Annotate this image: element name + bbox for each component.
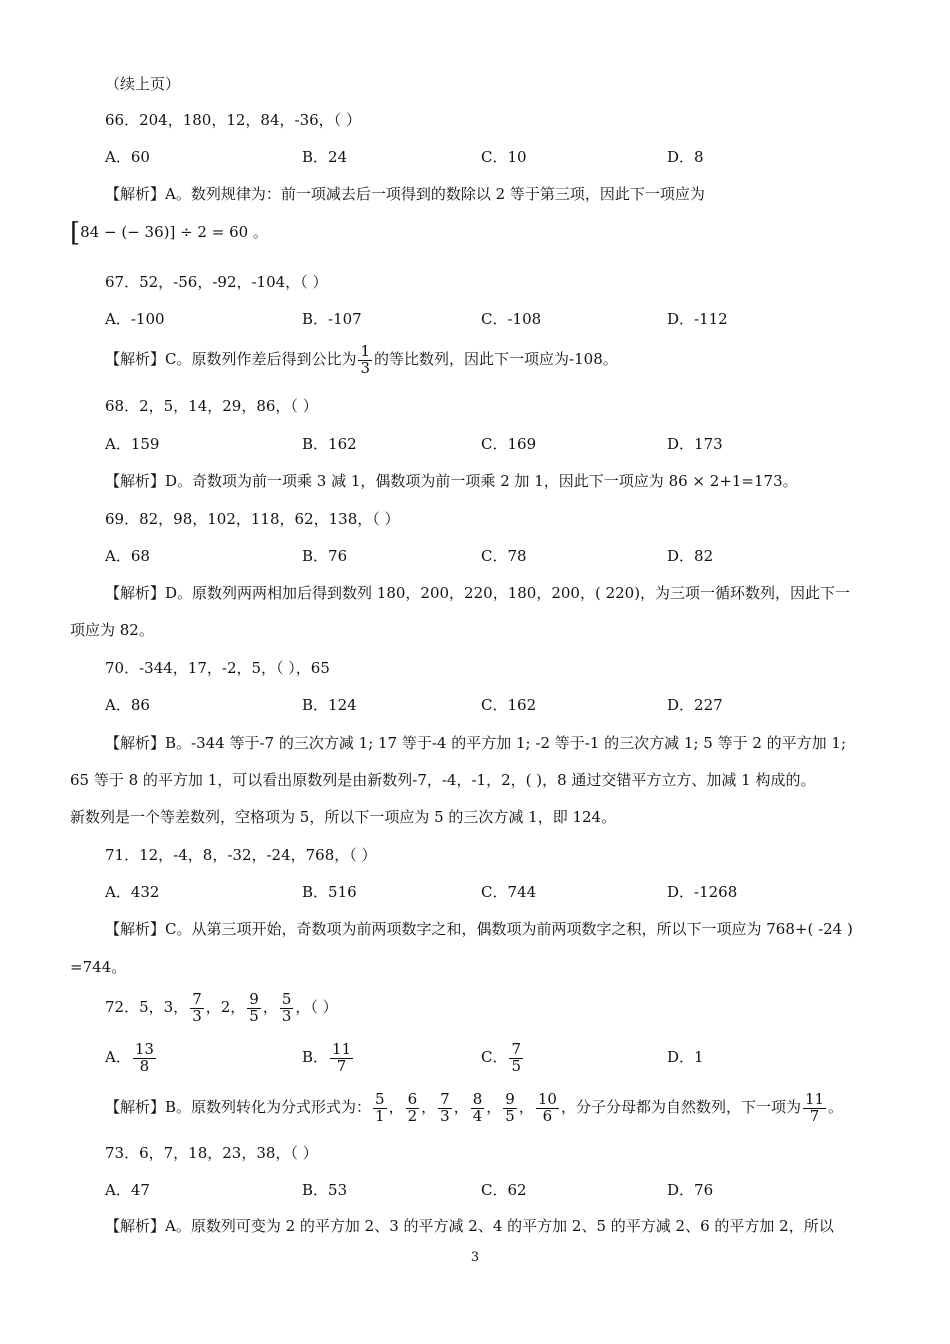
denominator: 5 xyxy=(249,1006,259,1025)
q71-option-c: C．744 xyxy=(481,883,537,901)
question-69: 69．82，98，102，118，62，138，（ ） xyxy=(105,510,400,528)
fraction xyxy=(509,1039,523,1075)
numerator: 8 xyxy=(472,1089,483,1108)
q68-option-b: B．162 xyxy=(302,435,357,453)
header-note: （续上页） xyxy=(105,75,181,93)
denominator: 4 xyxy=(472,1106,483,1125)
q69-option-c: C．78 xyxy=(481,547,527,565)
q72-pre: 72．5，3， xyxy=(105,998,189,1016)
numerator: 5 xyxy=(281,989,292,1008)
fraction xyxy=(133,1039,156,1075)
q72-exp-end: 。 xyxy=(828,1098,844,1116)
fraction xyxy=(247,989,261,1025)
denominator: 5 xyxy=(505,1106,515,1125)
denominator: 7 xyxy=(336,1056,347,1075)
fraction xyxy=(330,1039,353,1075)
denominator: 3 xyxy=(360,358,371,377)
fraction xyxy=(471,1089,485,1125)
q66-formula-text: 84 − (− 36)] ÷ 2 = 60 。 xyxy=(80,223,268,241)
bracket-open: [ xyxy=(70,218,81,248)
option-label: B． xyxy=(302,1048,329,1066)
numerator: 11 xyxy=(332,1039,352,1058)
q72-option-a xyxy=(105,1038,158,1076)
numerator: 10 xyxy=(537,1089,557,1108)
q72-mid: ，2， xyxy=(205,998,246,1016)
q70-explanation-cont-2: 新数列是一个等差数列，空格项为 5，所以下一项应为 5 的三次方减 1，即 124。 xyxy=(70,808,617,826)
q68-option-d: D．173 xyxy=(667,435,723,453)
q67-option-d: D．-112 xyxy=(667,310,728,328)
separator: ， xyxy=(421,1098,437,1116)
fraction xyxy=(280,989,294,1025)
q72-exp-mid: ，分子分母都为自然数列，下一项为 xyxy=(560,1098,801,1116)
question-67: 67．52，-56，-92，-104，（ ） xyxy=(105,273,328,291)
denominator: 6 xyxy=(542,1106,553,1125)
q66-option-b: B．24 xyxy=(302,148,348,166)
question-70: 70．-344，17，-2，5，（ ），65 xyxy=(105,659,330,677)
q73-option-d: D．76 xyxy=(667,1181,714,1199)
q68-explanation: 【解析】D。奇数项为前一项乘 3 减 1，偶数项为前一项乘 2 加 1，因此下一项应为 86 × 2+1=173。 xyxy=(105,472,798,490)
q70-explanation: 【解析】B。-344 等于-7 的三次方减 1; 17 等于-4 的平方加 1; -2 等于-1 的三次方减 1; 5 等于 2 的平方加 1; xyxy=(105,734,847,752)
q72-option-c xyxy=(481,1038,525,1076)
q67-exp-pre: 【解析】C。原数列作差后得到公比为 xyxy=(105,350,357,368)
q72-sep: ， xyxy=(262,998,278,1016)
numerator: 1 xyxy=(360,341,371,360)
page-number: 3 xyxy=(470,1250,480,1265)
fraction xyxy=(373,1089,387,1125)
question-68: 68．2，5，14，29，86，（ ） xyxy=(105,397,318,415)
q71-explanation: 【解析】C。从第三项开始，奇数项为前两项数字之和，偶数项为前两项数字之积，所以下一项应为 768+( -24 ) xyxy=(105,920,853,938)
separator: ， xyxy=(518,1098,534,1116)
numerator: 7 xyxy=(511,1039,522,1058)
denominator: 5 xyxy=(511,1056,522,1075)
q66-option-a: A．60 xyxy=(105,148,150,166)
q72-fraction-list xyxy=(371,1089,561,1125)
numerator: 6 xyxy=(407,1089,418,1108)
q70-explanation-cont-1: 65 等于 8 的平方加 1，可以看出原数列是由新数列-7，-4，-1，2，( )，8 通过交错平方立方、加减 1 构成的。 xyxy=(70,771,816,789)
q68-option-c: C．169 xyxy=(481,435,537,453)
q68-option-a: A．159 xyxy=(105,435,160,453)
q67-explanation xyxy=(105,342,895,376)
q70-option-c: C．162 xyxy=(481,696,537,714)
denominator: 3 xyxy=(281,1006,292,1025)
numerator: 5 xyxy=(375,1089,385,1108)
fraction xyxy=(503,1089,517,1125)
q72-exp-pre: 【解析】B。原数列转化为分式形式为： xyxy=(105,1098,372,1116)
denominator: 1 xyxy=(375,1106,385,1125)
numerator: 9 xyxy=(505,1089,515,1108)
denominator: 8 xyxy=(139,1056,150,1075)
q69-option-a: A．68 xyxy=(105,547,150,565)
question-73: 73．6，7，18，23，38，（ ） xyxy=(105,1144,318,1162)
q66-option-c: C．10 xyxy=(481,148,527,166)
separator: ， xyxy=(388,1098,404,1116)
q69-option-b: B．76 xyxy=(302,547,348,565)
numerator: 13 xyxy=(134,1039,154,1058)
fraction xyxy=(358,341,372,377)
q66-explanation-formula xyxy=(70,218,268,248)
q69-explanation-cont: 项应为 82。 xyxy=(70,621,154,639)
q73-option-b: B．53 xyxy=(302,1181,348,1199)
fraction xyxy=(536,1089,559,1125)
option-label: A． xyxy=(105,1048,131,1066)
q70-option-b: B．124 xyxy=(302,696,357,714)
denominator: 7 xyxy=(809,1106,820,1125)
q71-option-b: B．516 xyxy=(302,883,357,901)
separator: ， xyxy=(486,1098,502,1116)
numerator: 11 xyxy=(804,1089,825,1108)
q71-option-d: D．-1268 xyxy=(667,883,738,901)
fraction xyxy=(803,1089,826,1125)
q67-option-b: B．-107 xyxy=(302,310,362,328)
denominator: 3 xyxy=(440,1106,450,1125)
numerator: 7 xyxy=(440,1089,450,1108)
q67-option-a: A．-100 xyxy=(105,310,165,328)
q66-option-d: D．8 xyxy=(667,148,704,166)
q72-option-b xyxy=(302,1038,355,1076)
question-72 xyxy=(105,988,338,1026)
q69-option-d: D．82 xyxy=(667,547,714,565)
option-label: C． xyxy=(481,1048,508,1066)
fraction xyxy=(190,989,204,1025)
q67-exp-post: 的等比数列，因此下一项应为-108。 xyxy=(374,350,618,368)
question-71: 71．12，-4，8，-32，-24，768，（ ） xyxy=(105,846,377,864)
q71-explanation-cont: =744。 xyxy=(70,958,127,976)
q71-option-a: A．432 xyxy=(105,883,160,901)
question-66: 66．204，180，12，84，-36，（ ） xyxy=(105,111,361,129)
q73-explanation: 【解析】A。原数列可变为 2 的平方加 2、3 的平方减 2、4 的平方加 2、5 的平方减 2、6 的平方加 2，所以 xyxy=(105,1217,834,1235)
q72-explanation xyxy=(105,1088,895,1126)
q66-explanation: 【解析】A。数列规律为：前一项减去后一项得到的数除以 2 等于第三项，因此下一项应为 xyxy=(105,185,705,203)
q73-option-c: C．62 xyxy=(481,1181,527,1199)
fraction xyxy=(406,1089,420,1125)
denominator: 2 xyxy=(407,1106,418,1125)
q72-post: ，（ ） xyxy=(295,998,338,1016)
fraction xyxy=(438,1089,452,1125)
numerator: 7 xyxy=(192,989,202,1008)
q69-explanation: 【解析】D。原数列两两相加后得到数列 180，200，220，180，200，( 220)，为三项一循环数列，因此下一 xyxy=(105,584,851,602)
denominator: 3 xyxy=(192,1006,202,1025)
q70-option-d: D．227 xyxy=(667,696,723,714)
numerator: 9 xyxy=(249,989,259,1008)
q70-option-a: A．86 xyxy=(105,696,150,714)
q73-option-a: A．47 xyxy=(105,1181,150,1199)
separator: ， xyxy=(453,1098,469,1116)
q67-option-c: C．-108 xyxy=(481,310,542,328)
q72-option-d: D．1 xyxy=(667,1048,704,1066)
